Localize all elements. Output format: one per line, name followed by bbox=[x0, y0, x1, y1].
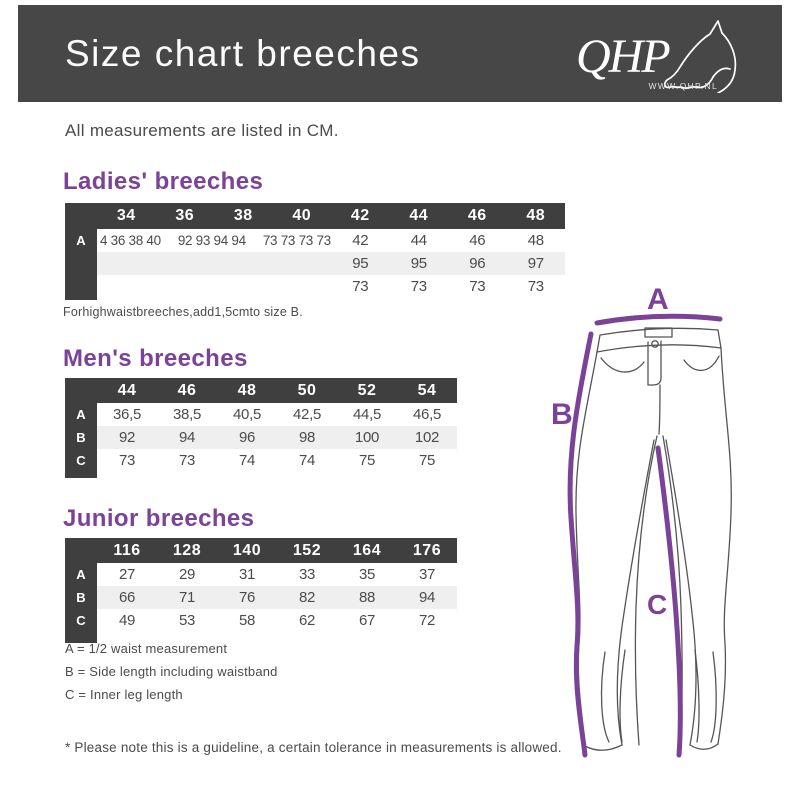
size-header: 48 bbox=[526, 207, 546, 224]
row-label: A bbox=[76, 567, 86, 582]
size-cell: 74 bbox=[238, 452, 256, 469]
size-header: 50 bbox=[297, 381, 317, 399]
size-header: 116 bbox=[113, 541, 141, 559]
size-cell: 42,5 bbox=[293, 406, 321, 423]
junior-size-table bbox=[65, 538, 457, 643]
table-row bbox=[97, 609, 457, 632]
size-cell: 42 bbox=[352, 232, 369, 249]
size-header: 176 bbox=[412, 541, 442, 559]
size-cell: 58 bbox=[238, 612, 256, 629]
junior-table-header bbox=[65, 538, 457, 563]
size-cell: 88 bbox=[358, 589, 376, 606]
size-header: 36 bbox=[175, 207, 195, 224]
size-cell: 29 bbox=[178, 566, 196, 583]
junior-row-label-column bbox=[65, 563, 97, 643]
size-header: 48 bbox=[237, 381, 257, 399]
size-cell: 46,5 bbox=[413, 406, 441, 423]
size-cell: 92 bbox=[118, 429, 136, 446]
mens-table-header bbox=[65, 378, 457, 403]
size-cell: 100 bbox=[354, 429, 380, 446]
size-header: 38 bbox=[233, 207, 253, 224]
table-row bbox=[97, 426, 457, 449]
size-cell: 75 bbox=[358, 452, 376, 469]
size-header: 46 bbox=[467, 207, 487, 224]
qhp-logo-url: WWW.QHP.NL bbox=[648, 81, 718, 91]
size-cell: 96 bbox=[238, 429, 256, 446]
ladies-heading: Ladies' breeches bbox=[63, 168, 264, 195]
legend-line-a: A = 1/2 waist measurement bbox=[65, 641, 228, 656]
size-cell: 73 bbox=[469, 278, 486, 295]
row-label: C bbox=[76, 453, 86, 468]
size-cell: 102 bbox=[414, 429, 440, 446]
legend-line-c: C = Inner leg length bbox=[65, 687, 183, 702]
table-row bbox=[97, 275, 565, 298]
size-cell: 73 bbox=[118, 452, 136, 469]
ladies-row-label-column bbox=[65, 229, 97, 300]
junior-table-body bbox=[65, 563, 457, 643]
mens-table-body bbox=[65, 403, 457, 478]
tolerance-disclaimer: * Please note this is a guideline, a certain tolerance in measurements is allowed. bbox=[65, 740, 562, 755]
qhp-logo-text: QHP bbox=[576, 30, 669, 83]
measurement-legend bbox=[65, 641, 278, 710]
table-row bbox=[97, 586, 457, 609]
size-cell: 66 bbox=[118, 589, 136, 606]
size-header: 54 bbox=[417, 381, 437, 399]
ladies-table-body bbox=[65, 229, 565, 300]
size-cell: 73 bbox=[352, 278, 369, 295]
table-row bbox=[97, 252, 565, 275]
size-cell: 73 bbox=[527, 278, 544, 295]
size-cell: 37 bbox=[418, 566, 436, 583]
size-cell: 31 bbox=[238, 566, 256, 583]
size-header: 34 bbox=[116, 207, 136, 224]
legend-line-b: B = Side length including waistband bbox=[65, 664, 278, 679]
size-cell: 35 bbox=[358, 566, 376, 583]
size-cell: 94 bbox=[178, 429, 196, 446]
mens-size-table bbox=[65, 378, 457, 478]
row-label: B bbox=[76, 430, 86, 445]
collapsed-group: 4 36 38 40 bbox=[100, 233, 161, 248]
size-cell: 98 bbox=[298, 429, 316, 446]
size-cell: 73 bbox=[178, 452, 196, 469]
measurements-note: All measurements are listed in CM. bbox=[65, 121, 339, 140]
size-cell: 40,5 bbox=[233, 406, 261, 423]
diagram-label-a: A bbox=[647, 283, 669, 316]
row-label: B bbox=[76, 590, 86, 605]
diagram-label-c: C bbox=[647, 589, 668, 620]
size-cell: 95 bbox=[410, 255, 427, 272]
size-cell: 74 bbox=[298, 452, 316, 469]
size-cell: 82 bbox=[298, 589, 316, 606]
size-cell: 75 bbox=[418, 452, 436, 469]
collapsed-group: 92 93 94 94 bbox=[177, 233, 246, 248]
collapsed-group: 73 73 73 73 bbox=[262, 233, 331, 248]
size-cell: 48 bbox=[527, 232, 544, 249]
row-label: A bbox=[76, 233, 86, 248]
size-header: 44 bbox=[409, 207, 429, 224]
table-row bbox=[97, 563, 457, 586]
table-row bbox=[97, 229, 565, 252]
ladies-size-table bbox=[65, 203, 565, 300]
size-header: 44 bbox=[117, 381, 137, 399]
page-title: Size chart breeches bbox=[65, 32, 421, 74]
size-cell: 44 bbox=[410, 232, 427, 249]
ladies-table-header bbox=[65, 203, 565, 229]
size-cell: 95 bbox=[352, 255, 369, 272]
junior-heading: Junior breeches bbox=[63, 505, 255, 532]
highwaist-note: Forhighwaistbreeches,add1,5cmto size B. bbox=[63, 305, 303, 319]
header-banner bbox=[18, 5, 782, 102]
collapsed-values bbox=[97, 233, 331, 248]
size-header: 52 bbox=[357, 381, 377, 399]
mens-row-label-column bbox=[65, 403, 97, 478]
size-header: 152 bbox=[292, 541, 322, 559]
size-cell: 62 bbox=[298, 612, 316, 629]
table-row bbox=[97, 403, 457, 426]
size-cell: 53 bbox=[178, 612, 196, 629]
size-cell: 27 bbox=[118, 566, 136, 583]
size-header: 164 bbox=[352, 541, 382, 559]
table-row bbox=[97, 449, 457, 472]
diagram-label-b: B bbox=[551, 398, 573, 431]
size-cell: 73 bbox=[410, 278, 427, 295]
size-cell: 97 bbox=[527, 255, 544, 272]
size-cell: 36,5 bbox=[113, 406, 141, 423]
size-cell: 38,5 bbox=[173, 406, 201, 423]
size-cell: 76 bbox=[238, 589, 256, 606]
size-header: 40 bbox=[292, 207, 312, 224]
mens-heading: Men's breeches bbox=[63, 345, 248, 372]
size-header: 42 bbox=[350, 207, 370, 224]
size-header: 140 bbox=[232, 541, 262, 559]
size-cell: 46 bbox=[469, 232, 486, 249]
qhp-logo bbox=[576, 19, 744, 97]
row-label: C bbox=[76, 613, 86, 628]
size-header: 46 bbox=[177, 381, 197, 399]
row-label: A bbox=[76, 407, 86, 422]
size-cell: 72 bbox=[418, 612, 436, 629]
size-header: 128 bbox=[172, 541, 202, 559]
size-cell: 71 bbox=[178, 589, 196, 606]
size-cell: 67 bbox=[358, 612, 376, 629]
size-cell: 96 bbox=[469, 255, 486, 272]
breeches-diagram bbox=[545, 278, 795, 783]
size-cell: 44,5 bbox=[353, 406, 381, 423]
size-cell: 33 bbox=[298, 566, 316, 583]
size-cell: 49 bbox=[118, 612, 136, 629]
size-cell: 94 bbox=[418, 589, 436, 606]
